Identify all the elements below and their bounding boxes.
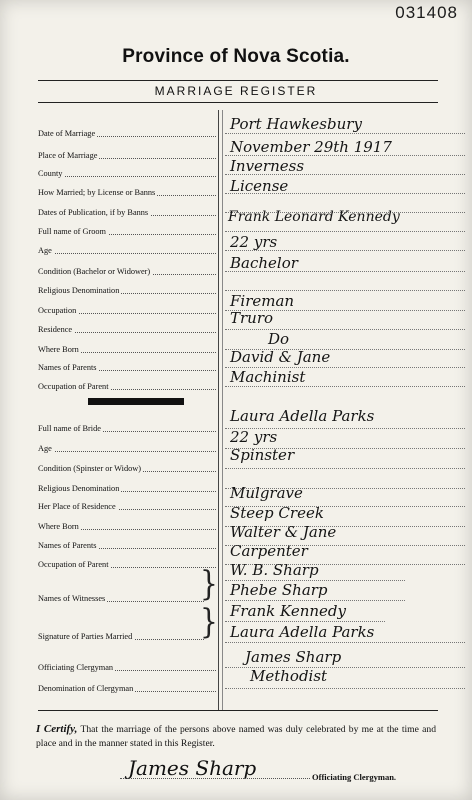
field-value: David & Jane <box>230 348 331 366</box>
field-label: Religious Denomination <box>38 484 120 493</box>
form-row <box>38 147 220 161</box>
section-separator-bar <box>88 398 184 405</box>
field-value: Walter & Jane <box>230 523 337 541</box>
field-value: Spinster <box>230 446 295 464</box>
field-label: Officiating Clergyman <box>38 663 114 672</box>
divider <box>38 102 438 103</box>
field-label: Where Born <box>38 522 79 531</box>
form-row <box>38 341 220 355</box>
form-row <box>38 537 220 551</box>
field-value: James Sharp <box>245 648 342 666</box>
party-signature: Frank Kennedy <box>230 602 346 620</box>
witness-name: W. B. Sharp <box>230 561 319 579</box>
field-label: Occupation <box>38 306 77 315</box>
form-row <box>38 204 220 218</box>
clergy-signature: James Sharp <box>128 756 257 780</box>
witness-name: Phebe Sharp <box>230 581 328 599</box>
column-rule <box>218 110 219 710</box>
field-value: Inverness <box>230 157 305 175</box>
field-label: Full name of Bride <box>38 424 101 433</box>
field-value: 22 yrs <box>230 233 278 251</box>
form-row <box>38 378 220 392</box>
field-label: Names of Parents <box>38 541 97 550</box>
field-value: Port Hawkesbury <box>230 115 362 133</box>
form-row <box>38 184 220 198</box>
field-value: Bachelor <box>230 254 298 272</box>
column-rule <box>222 110 223 710</box>
field-label: Full name of Groom <box>38 227 106 236</box>
field-value: Fireman <box>230 292 295 310</box>
field-label: Her Place of Residence <box>38 502 116 511</box>
field-label: Occupation of Parent <box>38 382 109 391</box>
party-signature: Laura Adella Parks <box>230 623 375 641</box>
form-row <box>38 125 220 139</box>
form-row <box>38 282 220 296</box>
field-label: Age <box>38 246 52 255</box>
form-row <box>38 480 220 494</box>
form-row <box>38 263 220 277</box>
field-label: Residence <box>38 325 73 334</box>
field-value: Methodist <box>250 667 328 685</box>
field-label: Date of Marriage <box>38 129 96 138</box>
form-row <box>38 556 220 570</box>
field-label: Condition (Bachelor or Widower) <box>38 267 151 276</box>
field-value: Mulgrave <box>230 484 303 502</box>
form-row <box>38 680 220 694</box>
field-value: Frank Leonard Kennedy <box>228 209 400 225</box>
form-row <box>38 518 220 532</box>
form-row <box>38 165 220 179</box>
form-row <box>38 460 220 474</box>
field-label: Condition (Spinster or Widow) <box>38 464 141 473</box>
brace: } <box>200 601 218 642</box>
form-row <box>38 223 220 237</box>
form-row <box>38 242 220 256</box>
certify-lead: I Certify, <box>36 723 78 735</box>
form-row <box>38 321 220 335</box>
field-label: Names of Parents <box>38 363 97 372</box>
field-label: Age <box>38 444 52 453</box>
form-row <box>38 659 220 673</box>
document-number: 031408 <box>395 3 458 22</box>
field-value: Carpenter <box>230 542 308 560</box>
field-value: Do <box>268 330 290 348</box>
page-title: Province of Nova Scotia. <box>122 46 350 67</box>
field-label: Where Born <box>38 345 79 354</box>
certify-text: That the marriage of the persons above named was duly celebrated by me at the time and place and in the manner stated in this Register. <box>36 724 437 749</box>
divider <box>38 710 438 711</box>
field-value: Truro <box>230 309 274 327</box>
form-row <box>38 628 220 642</box>
signature-caption: Officiating Clergyman. <box>312 772 397 782</box>
field-value: Steep Creek <box>230 504 324 522</box>
field-label: Dates of Publication, if by Banns <box>38 208 149 217</box>
field-label: Occupation of Parent <box>38 560 109 569</box>
form-row <box>38 420 220 434</box>
field-label: County <box>38 169 63 178</box>
field-value: Laura Adella Parks <box>230 407 375 425</box>
divider <box>38 80 438 81</box>
form-row <box>38 498 220 512</box>
field-value: Machinist <box>230 368 306 386</box>
field-label: Religious Denomination <box>38 286 120 295</box>
field-value: License <box>230 177 289 195</box>
field-value: 22 yrs <box>230 428 278 446</box>
brace: } <box>200 563 218 604</box>
form-row <box>38 302 220 316</box>
field-label: How Married; by License or Banns <box>38 188 156 197</box>
page-subtitle: MARRIAGE REGISTER <box>154 84 318 98</box>
field-value: November 29th 1917 <box>230 138 392 156</box>
certification-statement <box>36 722 436 751</box>
form-row <box>38 359 220 373</box>
field-label: Place of Marriage <box>38 151 98 160</box>
field-label: Denomination of Clergyman <box>38 684 134 693</box>
form-row <box>38 440 220 454</box>
form-row <box>38 590 220 604</box>
signature-line <box>120 778 310 779</box>
field-label: Names of Witnesses <box>38 594 106 603</box>
field-label: Signature of Parties Married <box>38 632 133 641</box>
